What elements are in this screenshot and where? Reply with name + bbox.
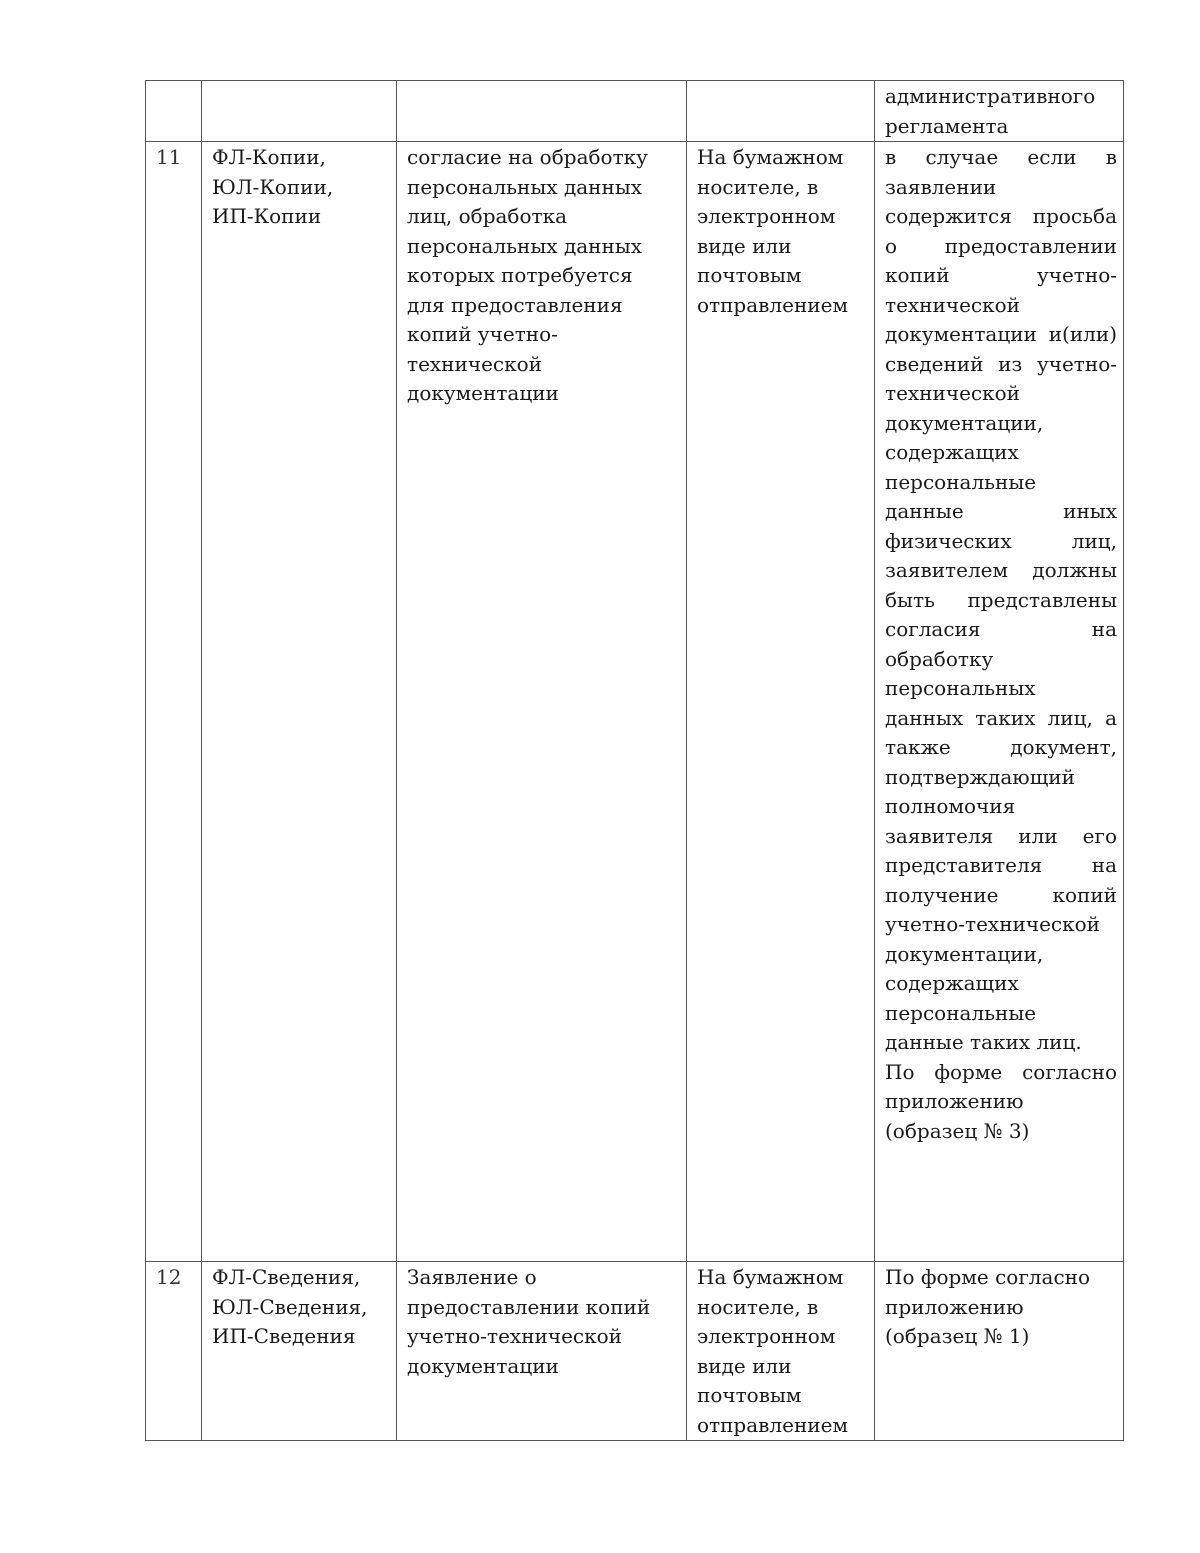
- table-row: [146, 1262, 1124, 1441]
- submission-method: На бумажном носителе, в электронном виде или почтовым отправлением: [687, 142, 875, 1262]
- document-requirements: По форме согласно приложению (образец № 1): [875, 1262, 1124, 1441]
- document-requirements: в случае если в заявлении содержится просьба о предоставлении копий учетно-технической документации и(или) сведений из учетно-технической документации, содержащих персональные данные иных физических лиц, заявителем должны быть представлены согласия на обработку персональных данных таких лиц, а также документ, подтверждающий полномочия заявителя или его представителя на получение копий учетно-технической документации, содержащих персональные данные таких лиц. По форме согласно приложению (образец № 3): [875, 142, 1124, 1262]
- table-cell: административного регламента: [875, 81, 1124, 142]
- table-cell: [397, 81, 687, 142]
- row-number: 12: [146, 1262, 202, 1441]
- table-cell: [146, 81, 202, 142]
- submission-method: На бумажном носителе, в электронном виде или почтовым отправлением: [687, 1262, 875, 1441]
- table-cell: [687, 81, 875, 142]
- row-number: 11: [146, 142, 202, 1262]
- table-row: [146, 81, 1124, 142]
- applicant-categories: ФЛ-Сведения, ЮЛ-Сведения, ИП-Сведения: [202, 1262, 397, 1441]
- requirements-table: [145, 80, 1124, 1441]
- table-row: [146, 142, 1124, 1262]
- applicant-categories: ФЛ-Копии, ЮЛ-Копии, ИП-Копии: [202, 142, 397, 1262]
- table-cell: [202, 81, 397, 142]
- document-name: согласие на обработку персональных данных лиц, обработка персональных данных которых потребуется для предоставления копий учетно- технической документации: [397, 142, 687, 1262]
- document-name: Заявление о предоставлении копий учетно-технической документации: [397, 1262, 687, 1441]
